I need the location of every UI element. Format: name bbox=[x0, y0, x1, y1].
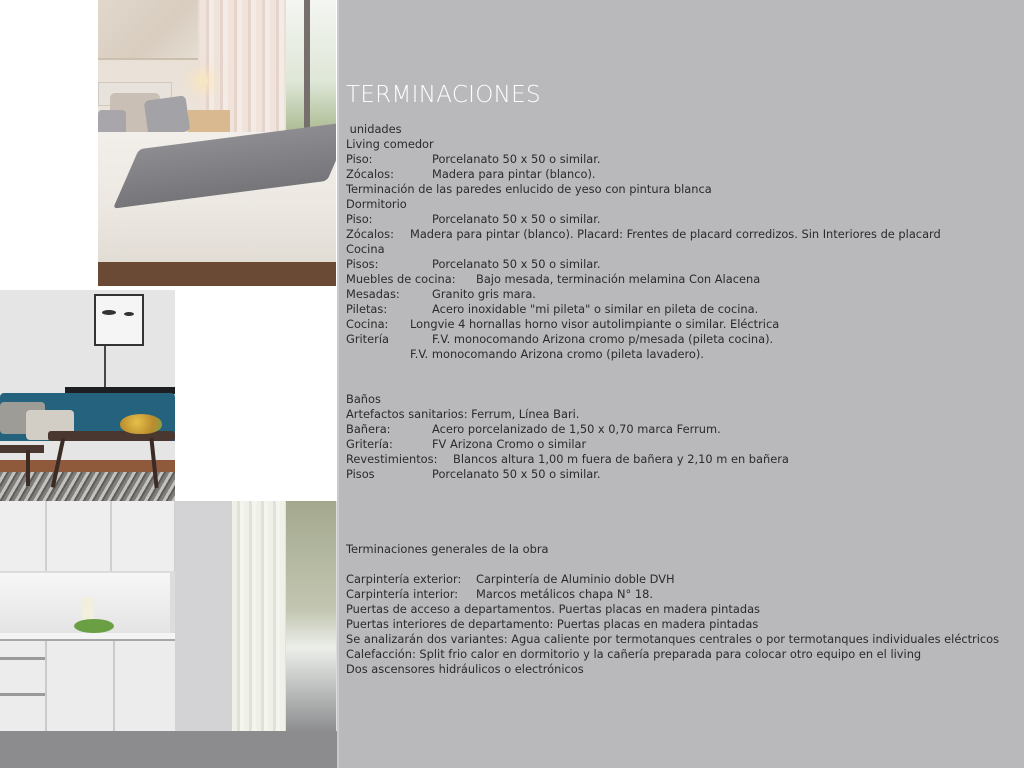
cabinet-seam bbox=[113, 641, 115, 731]
spec-value: Marcos metálicos chapa N° 18. bbox=[476, 587, 653, 601]
spec-value: Acero inoxidable "mi pileta" o similar en pileta de cocina. bbox=[432, 302, 759, 316]
side-table bbox=[0, 445, 44, 453]
upper-cabinets bbox=[0, 501, 175, 571]
spec-value: Bajo mesada, terminación melamina Con Alacena bbox=[476, 272, 761, 286]
spec-row bbox=[346, 347, 1024, 362]
decor-branch bbox=[104, 346, 106, 392]
lower-cabinets bbox=[0, 641, 182, 731]
spec-value: Madera para pintar (blanco). Placard: Frentes de placard corredizos. Sin Interiores de placard bbox=[410, 227, 941, 241]
spec-label: Bañera: bbox=[346, 422, 391, 436]
section-heading-living: Living comedor bbox=[346, 137, 434, 151]
spec-row bbox=[346, 302, 1024, 317]
spec-row bbox=[346, 287, 1024, 302]
bedroom-photo bbox=[98, 0, 336, 286]
spec-text: Calefacción: Split frio calor en dormitorio y la cañería preparada para colocar otro equipo en el living bbox=[346, 647, 922, 661]
spec-value: F.V. monocomando Arizona cromo (pileta lavadero). bbox=[410, 347, 704, 361]
spec-label: Carpintería exterior: bbox=[346, 572, 462, 586]
spec-label: Mesadas: bbox=[346, 287, 400, 301]
spec-label: Gritería bbox=[346, 332, 389, 346]
spec-row bbox=[346, 212, 1024, 227]
spec-label: Revestimientos: bbox=[346, 452, 438, 466]
spec-row bbox=[346, 572, 1024, 587]
coffee-table bbox=[48, 431, 175, 441]
spec-row bbox=[346, 227, 1024, 242]
spec-text: Se analizarán dos variantes: Agua caliente por termotanques centrales o por termotanques individuales eléctricos bbox=[346, 632, 1000, 646]
spec-label: Piso: bbox=[346, 212, 373, 226]
spec-value: Porcelanato 50 x 50 o similar. bbox=[432, 212, 601, 226]
spec-row bbox=[346, 257, 1024, 272]
nightstand bbox=[188, 110, 230, 132]
floor bbox=[98, 262, 336, 286]
spec-row bbox=[346, 437, 1024, 452]
spec-label: Muebles de cocina: bbox=[346, 272, 456, 286]
specs-content bbox=[346, 122, 1024, 677]
spec-label: Pisos bbox=[346, 467, 375, 481]
lamp bbox=[198, 77, 208, 85]
spec-value: Longvie 4 hornallas horno visor autolimpiante o similar. Eléctrica bbox=[410, 317, 780, 331]
spec-label: Carpintería interior: bbox=[346, 587, 459, 601]
page-title: TERMINACIONES bbox=[346, 82, 541, 108]
spec-row bbox=[346, 452, 1024, 467]
drawer-handle bbox=[0, 693, 45, 696]
vegetables bbox=[74, 619, 114, 633]
curtain bbox=[232, 501, 286, 763]
units-heading: unidades bbox=[346, 122, 402, 136]
spec-value: Carpintería de Aluminio doble DVH bbox=[476, 572, 675, 586]
countertop bbox=[0, 633, 182, 641]
panel-divider bbox=[337, 0, 339, 768]
spec-value: Madera para pintar (blanco). bbox=[432, 167, 596, 181]
framed-art bbox=[94, 294, 144, 346]
kitchen-photo bbox=[0, 501, 337, 768]
wall bbox=[175, 501, 235, 731]
spec-row bbox=[346, 422, 1024, 437]
pillow bbox=[144, 95, 191, 136]
spec-value: Porcelanato 50 x 50 o similar. bbox=[432, 467, 601, 481]
spec-value: FV Arizona Cromo o similar bbox=[432, 437, 587, 451]
living-photo bbox=[0, 290, 175, 501]
fruit-bowl bbox=[120, 414, 162, 434]
spec-value: F.V. monocomando Arizona cromo p/mesada (pileta cocina). bbox=[432, 332, 774, 346]
spec-row bbox=[346, 167, 1024, 182]
cabinet-seam bbox=[45, 641, 47, 731]
spec-text: Puertas de acceso a departamentos. Puertas placas en madera pintadas bbox=[346, 602, 760, 616]
spec-row bbox=[346, 317, 1024, 332]
spec-text: Terminación de las paredes enlucido de yeso con pintura blanca bbox=[346, 182, 712, 196]
spec-label: Pisos: bbox=[346, 257, 379, 271]
wall-art bbox=[98, 0, 198, 60]
section-heading-banos: Baños bbox=[346, 392, 381, 406]
spec-row bbox=[346, 152, 1024, 167]
floor bbox=[0, 731, 337, 768]
spec-value: Blancos altura 1,00 m fuera de bañera y 2,10 m en bañera bbox=[453, 452, 789, 466]
cabinet-seam bbox=[110, 501, 112, 571]
spec-label: Gritería: bbox=[346, 437, 393, 451]
spec-text: Artefactos sanitarios: Ferrum, Línea Bari. bbox=[346, 407, 580, 421]
window-frame bbox=[304, 0, 310, 135]
bottle bbox=[82, 597, 94, 621]
window bbox=[286, 501, 336, 746]
spec-label: Cocina: bbox=[346, 317, 389, 331]
spec-label: Piletas: bbox=[346, 302, 388, 316]
spec-row bbox=[346, 587, 1024, 602]
spec-value: Porcelanato 50 x 50 o similar. bbox=[432, 152, 601, 166]
section-heading-general: Terminaciones generales de la obra bbox=[346, 542, 549, 556]
cabinet-seam bbox=[45, 501, 47, 571]
spec-text: Dos ascensores hidráulicos o electrónicos bbox=[346, 662, 584, 676]
window bbox=[286, 0, 336, 135]
table-leg bbox=[26, 450, 30, 486]
spec-row bbox=[346, 332, 1024, 347]
spec-value: Acero porcelanizado de 1,50 x 0,70 marca Ferrum. bbox=[432, 422, 721, 436]
spec-label: Piso: bbox=[346, 152, 373, 166]
spec-label: Zócalos: bbox=[346, 227, 394, 241]
drawer-handle bbox=[0, 657, 45, 660]
spec-text: Puertas interiores de departamento: Puertas placas en madera pintadas bbox=[346, 617, 759, 631]
section-heading-dormitorio: Dormitorio bbox=[346, 197, 407, 211]
spec-label: Zócalos: bbox=[346, 167, 394, 181]
spec-value: Granito gris mara. bbox=[432, 287, 536, 301]
section-heading-cocina: Cocina bbox=[346, 242, 385, 256]
spec-value: Porcelanato 50 x 50 o similar. bbox=[432, 257, 601, 271]
spec-row bbox=[346, 272, 1024, 287]
spec-row bbox=[346, 467, 1024, 482]
